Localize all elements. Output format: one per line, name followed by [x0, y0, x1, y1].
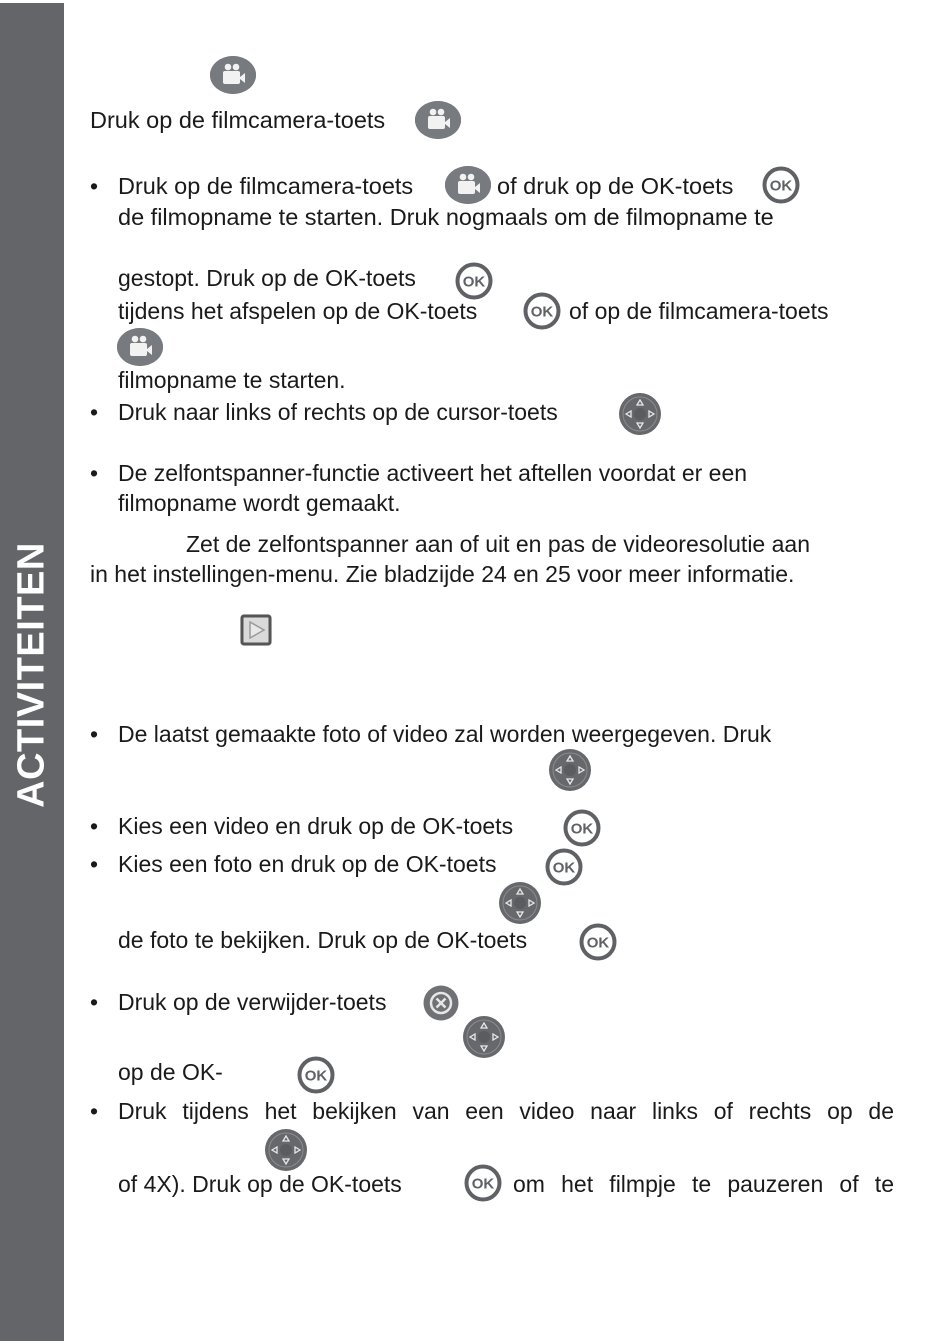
- video-camera-icon: [117, 328, 163, 366]
- note-text: in het instellingen-menu. Zie bladzijde 24 en 25 voor meer informatie.: [90, 561, 795, 587]
- bullet-text: filmopname te starten.: [118, 367, 346, 393]
- bullet-text: of op de filmcamera-toets: [569, 298, 829, 324]
- video-camera-icon: [415, 101, 461, 139]
- bullet: •: [90, 851, 99, 877]
- bullet: •: [90, 1098, 99, 1124]
- bullet: •: [90, 721, 99, 747]
- bullet-text: de foto te bekijken. Druk op de OK-toets: [118, 927, 528, 953]
- bullet: •: [90, 460, 99, 486]
- ok-button-icon: [545, 848, 583, 886]
- ok-button-icon: [579, 923, 617, 961]
- intro-text: Druk op de filmcamera-toets: [90, 107, 386, 133]
- bullet-text: of 4X). Druk op de OK-toets: [118, 1171, 402, 1197]
- bullet-text: De laatst gemaakte foto of video zal worden weergegeven. Druk: [118, 721, 772, 747]
- ok-button-icon: [563, 809, 601, 847]
- bullet-text: Druk op de verwijder-toets: [118, 989, 387, 1015]
- bullet-text: gestopt. Druk op de OK-toets: [118, 265, 416, 291]
- bullet: •: [90, 173, 99, 199]
- bullet-text: om het filmpje te pauzeren of te: [513, 1171, 894, 1197]
- cursor-pad-icon: [548, 748, 592, 792]
- bullet-text: de filmopname te starten. Druk nogmaals om de filmopname te: [118, 204, 774, 230]
- ok-button-icon: [762, 166, 800, 204]
- cursor-pad-icon: [498, 881, 542, 925]
- bullet: •: [90, 813, 99, 839]
- bullet-text: Kies een foto en druk op de OK-toets: [118, 851, 497, 877]
- bullet-text: De zelfontspanner-functie activeert het aftellen voordat er een: [118, 460, 748, 486]
- ok-button-icon: [455, 262, 493, 300]
- cursor-pad-icon: [462, 1015, 506, 1059]
- delete-button-icon: [423, 985, 459, 1021]
- bullet-text: of druk op de OK-toets: [497, 173, 734, 199]
- ok-button-icon: [523, 292, 561, 330]
- bullet: •: [90, 989, 99, 1015]
- bullet-text: Druk op de filmcamera-toets: [118, 173, 414, 199]
- bullet-text: Druk naar links of rechts op de cursor-toets: [118, 399, 558, 425]
- section-sidebar: [0, 3, 64, 1341]
- bullet-text: op de OK-: [118, 1059, 223, 1085]
- bullet-text: filmopname wordt gemaakt.: [118, 490, 401, 516]
- bullet-text: Druk tijdens het bekijken van een video naar links of rechts op de: [118, 1098, 894, 1124]
- ok-button-icon: [464, 1164, 502, 1202]
- bullet: •: [90, 399, 99, 425]
- playback-icon: [234, 608, 278, 652]
- cursor-pad-icon: [264, 1128, 308, 1172]
- video-camera-icon: [445, 166, 491, 204]
- bullet-text: tijdens het afspelen op de OK-toets: [118, 298, 478, 324]
- section-label: ACTIVITEITEN: [10, 542, 53, 808]
- bullet-text: Kies een video en druk op de OK-toets: [118, 813, 514, 839]
- note-text: Zet de zelfontspanner aan of uit en pas de videoresolutie aan: [186, 531, 810, 557]
- cursor-pad-icon: [618, 392, 662, 436]
- video-camera-icon: [210, 56, 256, 94]
- ok-button-icon: [297, 1056, 335, 1094]
